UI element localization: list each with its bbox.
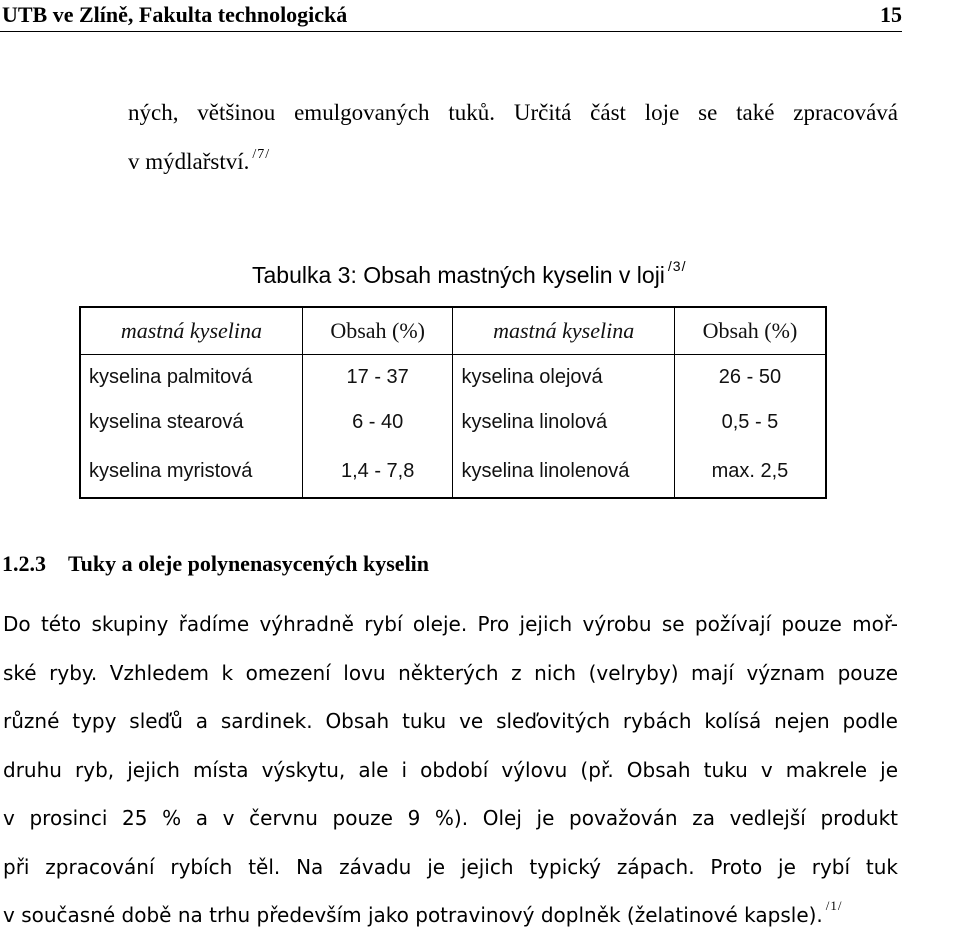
body-line: Do této skupiny řadíme výhradně rybí oleje. Pro jejich výrobu se požívají pouze moř- bbox=[3, 612, 898, 636]
citation-ref: /7/ bbox=[252, 147, 271, 162]
column-header: Obsah (%) bbox=[302, 307, 453, 355]
table-row bbox=[80, 445, 826, 498]
citation-ref: /3/ bbox=[667, 258, 687, 274]
body-line: různé typy sleďů a sardinek. Obsah tuku ve sleďovitých rybách kolísá nejen podle bbox=[3, 709, 898, 733]
body-line: druhu ryb, jejich místa výskytu, ale i období výlovu (př. Obsah tuku v makrele je bbox=[3, 757, 898, 782]
body-paragraph bbox=[3, 600, 898, 943]
intro-line-2: v mýdlařství. bbox=[128, 149, 250, 174]
header-title: UTB ve Zlíně, Fakulta technologická bbox=[2, 2, 348, 27]
table-caption-text: Tabulka 3: Obsah mastných kyselin v loji bbox=[252, 262, 665, 288]
body-line: při zpracování rybích těl. Na závadu je jejich typický zápach. Proto je rybí tuk bbox=[3, 854, 898, 879]
column-header: mastná kyselina bbox=[453, 307, 674, 355]
body-line: ské ryby. Vzhledem k omezení lovu některých z nich (velryby) mají význam pouze bbox=[3, 660, 898, 685]
body-line: v současné době na trhu především jako potravinový doplněk (želatinové kapsle). bbox=[3, 903, 823, 927]
column-header: Obsah (%) bbox=[674, 307, 826, 355]
table-cell: kyselina olejová bbox=[453, 355, 674, 401]
table-cell: kyselina linolová bbox=[453, 400, 674, 445]
table-cell: max. 2,5 bbox=[674, 445, 826, 498]
body-line: v prosinci 25 % a v červnu pouze 9 %). Olej je považován za vedlejší produkt bbox=[3, 806, 898, 830]
table-cell: 26 - 50 bbox=[674, 355, 826, 401]
column-header: mastná kyselina bbox=[80, 307, 302, 355]
table-row bbox=[80, 400, 826, 445]
fatty-acid-table bbox=[79, 306, 827, 499]
table-header-row bbox=[80, 307, 826, 355]
section-number: 1.2.3 bbox=[2, 551, 46, 576]
table-cell: 0,5 - 5 bbox=[674, 400, 826, 445]
table-caption bbox=[252, 258, 687, 289]
table-cell: kyselina linolenová bbox=[453, 445, 674, 498]
section-title: Tuky a oleje polynenasycených kyselin bbox=[68, 551, 430, 576]
table-cell: 17 - 37 bbox=[302, 355, 453, 401]
table-cell: 6 - 40 bbox=[302, 400, 453, 445]
table-cell: kyselina palmitová bbox=[80, 355, 302, 401]
table-cell: kyselina myristová bbox=[80, 445, 302, 498]
table-cell: kyselina stearová bbox=[80, 400, 302, 445]
citation-ref: /1/ bbox=[825, 898, 843, 913]
table-row bbox=[80, 355, 826, 401]
section-heading bbox=[2, 551, 429, 577]
intro-paragraph bbox=[128, 88, 898, 190]
page-header bbox=[0, 0, 902, 32]
intro-line-1: ných, většinou emulgovaných tuků. Určitá část loje se také zpracovává bbox=[128, 100, 898, 125]
page-number: 15 bbox=[880, 2, 902, 27]
table-cell: 1,4 - 7,8 bbox=[302, 445, 453, 498]
